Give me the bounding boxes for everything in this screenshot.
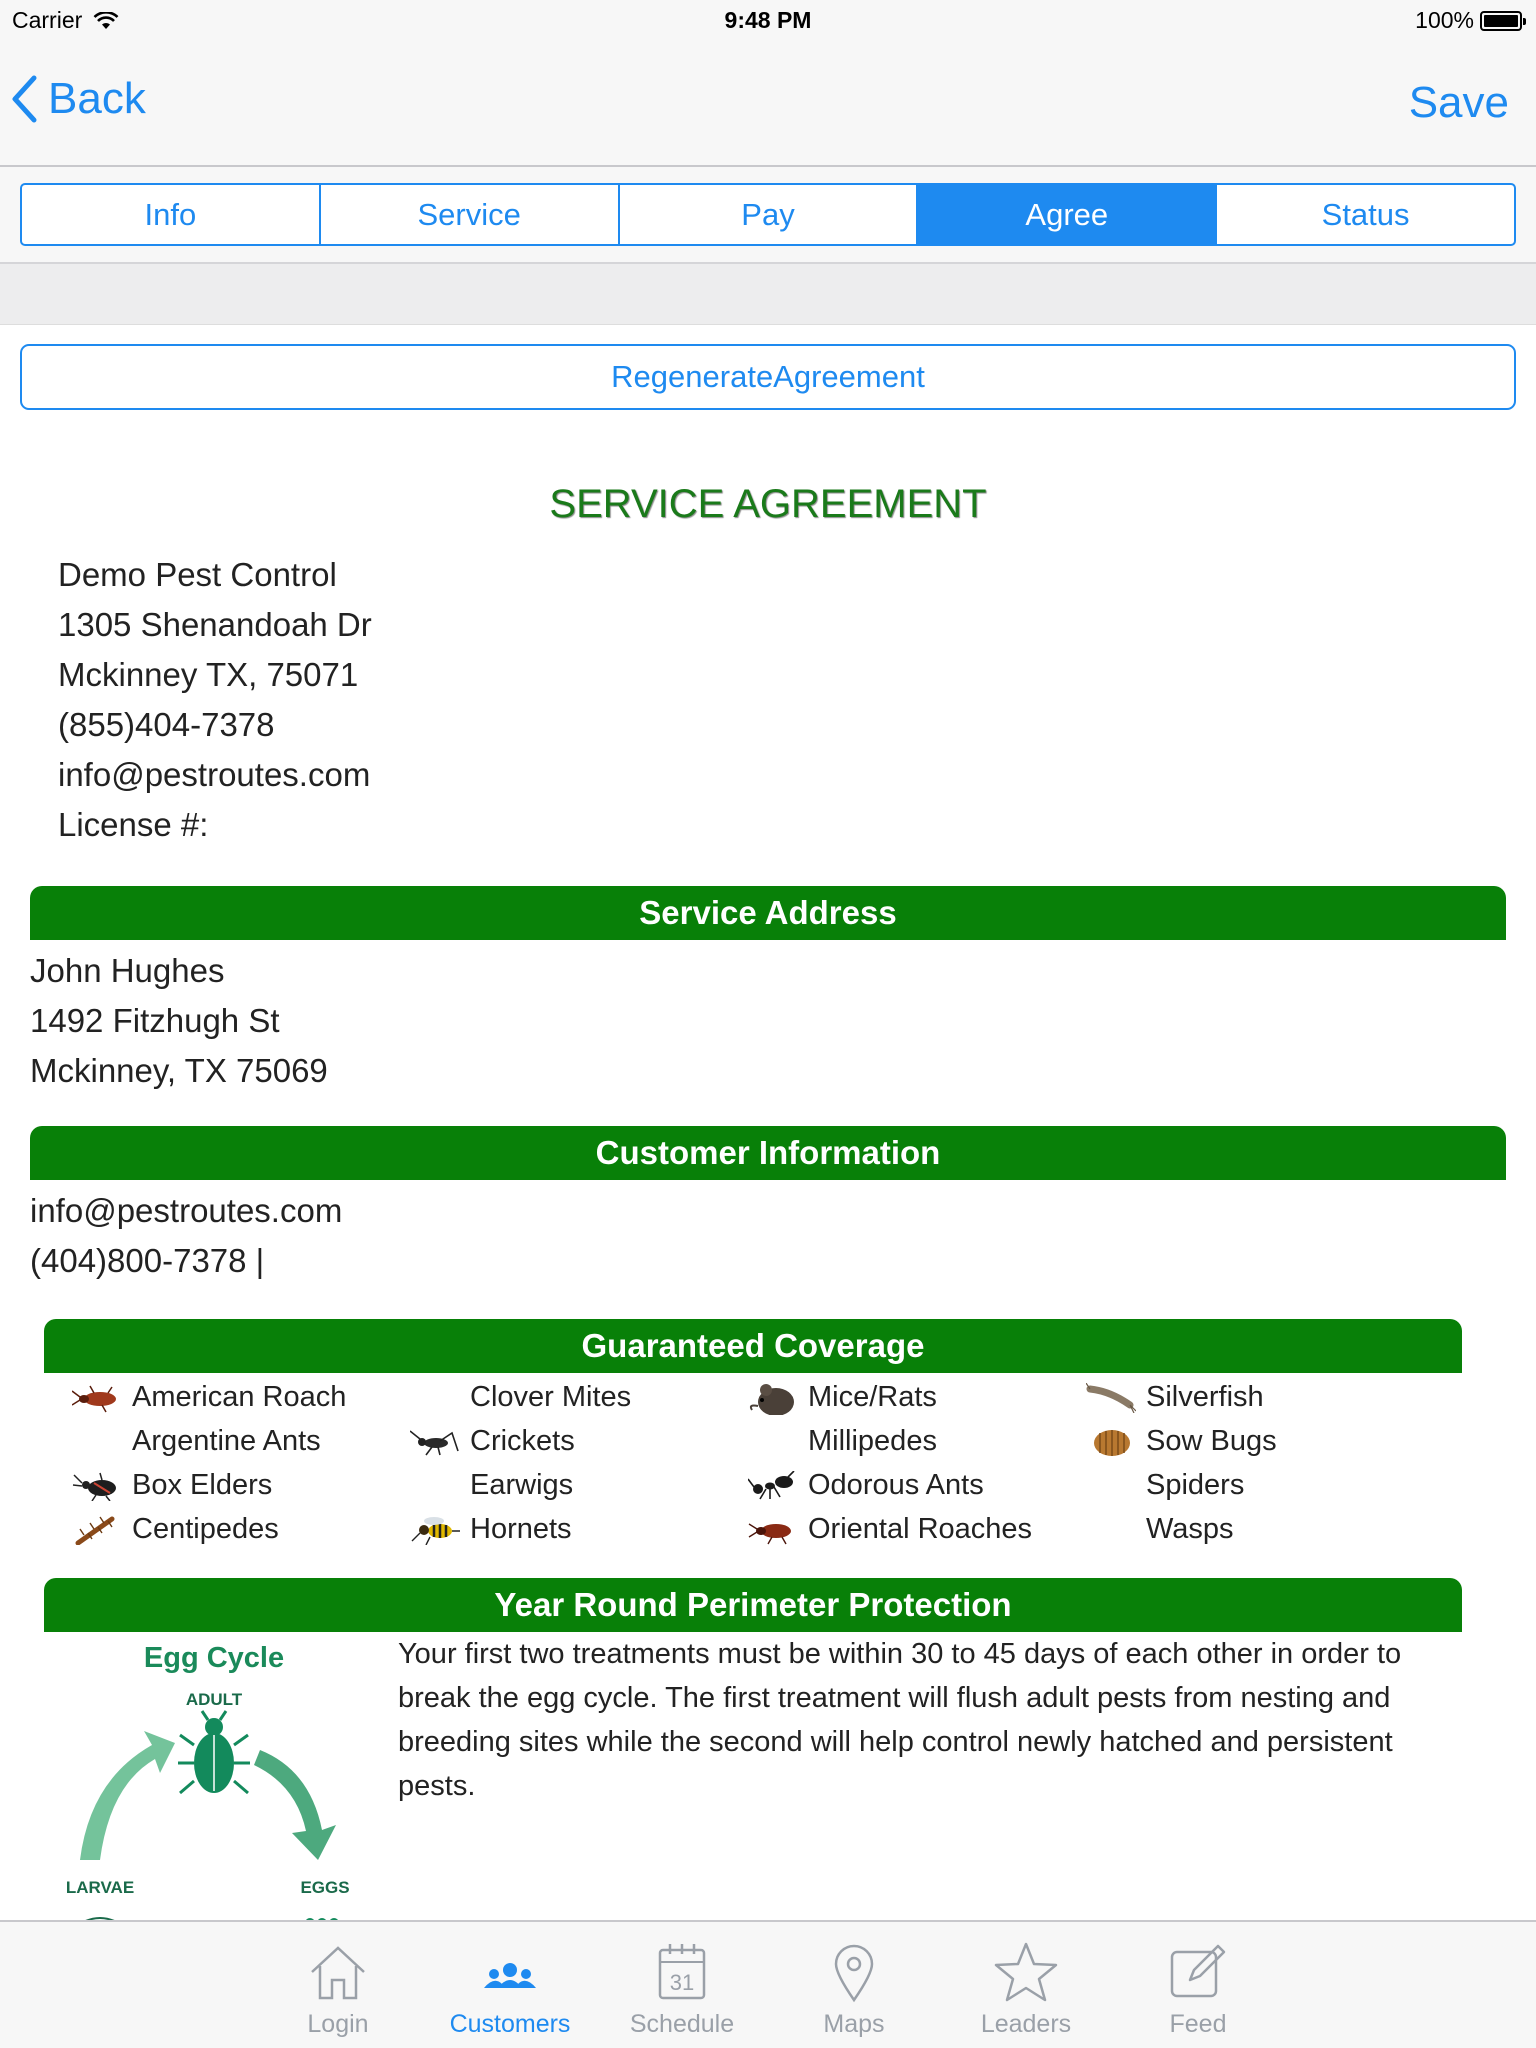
coverage-column	[408, 1375, 738, 1551]
company-info	[58, 550, 372, 850]
company-email: info@pestroutes.com	[58, 756, 371, 793]
tab-customers[interactable]: Customers	[424, 1922, 596, 2048]
coverage-item: Sow Bugs	[1084, 1419, 1414, 1463]
centipede-icon	[72, 1515, 122, 1545]
company-license: License #:	[58, 806, 209, 843]
chevron-left-icon	[10, 75, 38, 123]
battery-icon	[1480, 11, 1522, 31]
egg-cycle-title: Egg Cycle	[143, 1642, 285, 1674]
tab-feed[interactable]: Feed	[1112, 1922, 1284, 2048]
coverage-item: Earwigs	[470, 1469, 574, 1501]
company-city: Mckinney TX, 75071	[58, 656, 359, 693]
regenerate-agreement-button[interactable]: RegenerateAgreement	[20, 344, 1516, 410]
coverage-column	[746, 1375, 1076, 1551]
coverage-column	[1084, 1375, 1414, 1551]
people-icon	[478, 1940, 542, 2004]
company-name: Demo Pest Control	[58, 556, 337, 593]
coverage-item: Hornets	[408, 1507, 738, 1551]
tab-pay[interactable]: Pay	[620, 185, 919, 244]
coverage-item: Box Elders	[70, 1463, 400, 1507]
coverage-item: Silverfish	[1084, 1375, 1414, 1419]
calendar-day-number: 31	[669, 1970, 695, 1995]
star-icon	[994, 1940, 1058, 2004]
service-address	[30, 946, 328, 1096]
segment-area	[0, 167, 1536, 325]
back-label: Back	[48, 74, 146, 123]
customer-information	[30, 1186, 342, 1286]
beetle-icon	[178, 1711, 250, 1793]
battery-status: 100%	[1415, 7, 1522, 34]
customer-name: John Hughes	[30, 952, 225, 989]
egg-cycle-larvae-label: LARVAE	[65, 1878, 135, 1897]
tab-maps[interactable]: Maps	[768, 1922, 940, 2048]
coverage-item: Crickets	[408, 1419, 738, 1463]
sow-bug-icon	[1086, 1421, 1136, 1459]
coverage-item: Mice/Rats	[746, 1375, 1076, 1419]
arrow-down-icon	[254, 1750, 336, 1860]
coverage-item: Clover Mites	[470, 1381, 632, 1413]
egg-cycle-diagram	[60, 1635, 360, 1920]
cricket-icon	[410, 1427, 460, 1457]
tab-info[interactable]: Info	[22, 185, 321, 244]
guaranteed-coverage-header: Guaranteed Coverage	[44, 1319, 1462, 1373]
coverage-item: American Roach	[70, 1375, 400, 1419]
perimeter-protection-header: Year Round Perimeter Protection	[44, 1578, 1462, 1632]
oriental-roach-icon	[748, 1515, 798, 1545]
status-bar	[0, 0, 1536, 42]
save-button[interactable]: Save	[1408, 78, 1509, 127]
calendar-icon	[650, 1940, 714, 2004]
service-street: 1492 Fitzhugh St	[30, 1002, 280, 1039]
agreement-title: SERVICE AGREEMENT	[549, 482, 987, 526]
egg-cycle-description: Your first two treatments must be within 30 to 45 days of each other in order to break the egg cycle. The first treatment will flush adult pests from nesting and breeding sites while the second will help control newly hatched and persistent pests.	[398, 1638, 1402, 1802]
silverfish-icon	[1086, 1383, 1136, 1413]
home-icon	[306, 1940, 370, 2004]
coverage-item: Oriental Roaches	[746, 1507, 1076, 1551]
egg-cycle-eggs-label: EGGS	[300, 1878, 350, 1897]
map-pin-icon	[822, 1940, 886, 2004]
carrier-label: Carrier	[12, 7, 119, 34]
mouse-icon	[748, 1375, 798, 1415]
company-phone: (855)404-7378	[58, 706, 275, 743]
navigation-bar	[0, 42, 1536, 167]
box-elder-bug-icon	[72, 1471, 122, 1501]
coverage-item: Millipedes	[808, 1425, 937, 1457]
tab-schedule[interactable]: 31 Schedule	[596, 1922, 768, 2048]
back-button[interactable]	[10, 74, 146, 124]
coverage-column	[70, 1375, 400, 1551]
segment-toolbar	[0, 167, 1536, 264]
coverage-item: Spiders	[1146, 1469, 1245, 1501]
egg-cycle-graphic	[60, 1635, 360, 1920]
service-city: Mckinney, TX 75069	[30, 1052, 328, 1089]
customer-email: info@pestroutes.com	[30, 1192, 343, 1229]
section-segmented-control	[20, 183, 1516, 246]
tab-status[interactable]: Status	[1321, 196, 1410, 232]
company-street: 1305 Shenandoah Dr	[58, 606, 372, 643]
ant-icon	[748, 1471, 798, 1501]
tab-login[interactable]: Login	[252, 1922, 424, 2048]
arrow-up-icon	[80, 1731, 175, 1860]
coverage-item: Centipedes	[70, 1507, 400, 1551]
compose-icon	[1166, 1940, 1230, 2004]
bottom-tab-bar	[0, 1920, 1536, 2048]
agreement-document[interactable]	[0, 410, 1536, 1920]
roach-icon	[72, 1383, 122, 1413]
customer-phone: (404)800-7378 |	[30, 1242, 265, 1279]
customer-information-header: Customer Information	[30, 1126, 1506, 1180]
tab-agree[interactable]: Agree	[918, 185, 1217, 244]
coverage-item: Wasps	[1146, 1513, 1234, 1545]
tab-leaders[interactable]: Leaders	[940, 1922, 1112, 2048]
coverage-item: Odorous Ants	[746, 1463, 1076, 1507]
clock: 9:48 PM	[724, 7, 812, 33]
service-address-header: Service Address	[30, 886, 1506, 940]
tab-service[interactable]: Service	[321, 185, 620, 244]
egg-cycle-adult-label: ADULT	[185, 1690, 243, 1709]
coverage-item: Argentine Ants	[132, 1425, 321, 1457]
hornet-icon	[410, 1515, 460, 1545]
